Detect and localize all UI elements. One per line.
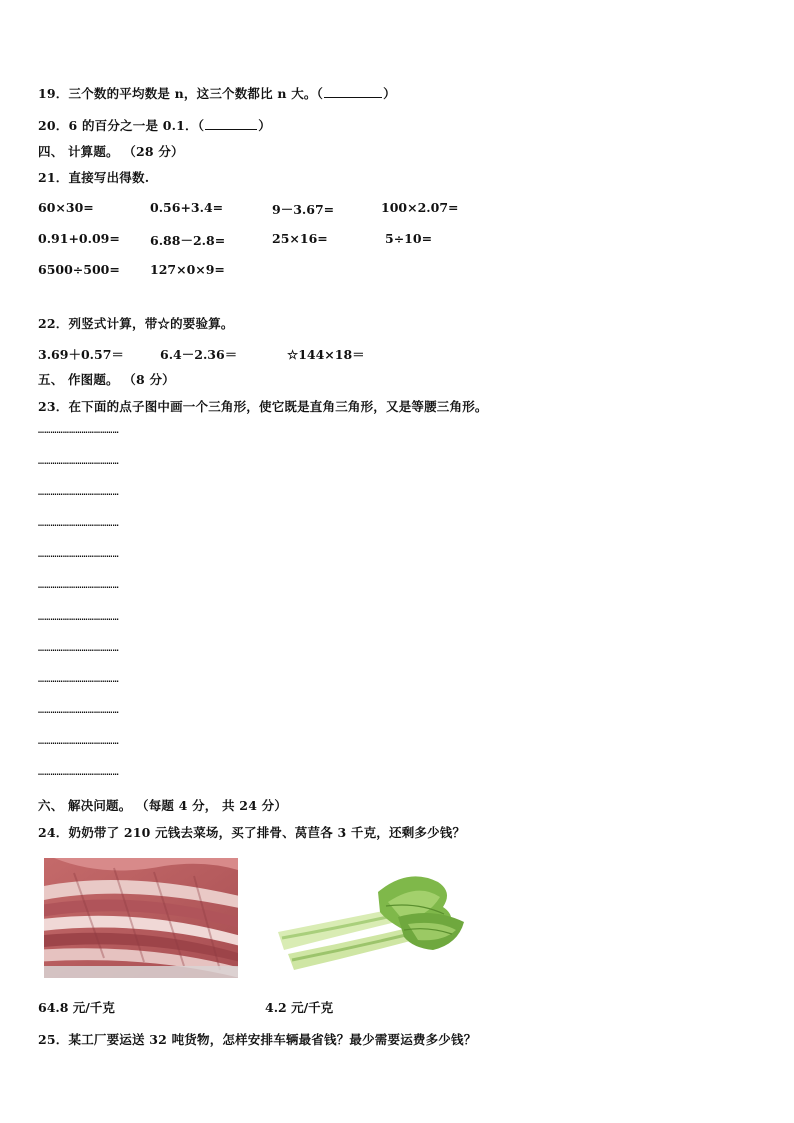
vertical-calc-item: 3.69＋0.57＝ — [38, 347, 124, 362]
dot-grid-row: ………………………………… — [38, 487, 119, 498]
dot-grid-row: ………………………………… — [38, 580, 119, 591]
dot-grid-row: ………………………………… — [38, 643, 119, 654]
vertical-calc-item-verify: ☆144×18＝ — [287, 347, 365, 362]
dot-grid-row: ………………………………… — [38, 518, 119, 529]
section-6-heading: 六、 解决问题。 （每题 4 分， 共 24 分） — [38, 798, 288, 813]
calc-item: 100×2.07= — [381, 200, 459, 215]
calc-item: 127×0×9= — [150, 262, 225, 277]
question-24-text: 24．奶奶带了 210 元钱去菜场，买了排骨、莴苣各 3 千克，还剩多少钱？ — [38, 825, 466, 840]
section-5-heading: 五、 作图题。 （8 分） — [38, 372, 175, 387]
dot-grid-row: ………………………………… — [38, 456, 119, 467]
section-4-heading: 四、 计算题。 （28 分） — [38, 144, 184, 159]
lettuce-image — [268, 862, 468, 980]
question-19-close: ） — [383, 86, 396, 101]
question-23-title: 23．在下面的点子图中画一个三角形，使它既是直角三角形，又是等腰三角形。 — [38, 399, 488, 414]
question-20 — [38, 116, 271, 134]
question-19 — [38, 84, 396, 102]
dot-grid-row: ………………………………… — [38, 767, 119, 778]
answer-blank-20[interactable] — [205, 117, 257, 130]
answer-blank-19[interactable] — [324, 85, 382, 98]
question-19-text: 19．三个数的平均数是 n，这三个数都比 n 大。（ — [38, 86, 324, 101]
dot-grid-row: ………………………………… — [38, 612, 119, 623]
dot-grid-row: ………………………………… — [38, 736, 119, 747]
question-21-title: 21．直接写出得数. — [38, 170, 150, 185]
calc-item: 60×30= — [38, 200, 94, 215]
vertical-calc-item: 6.4－2.36＝ — [160, 347, 238, 362]
ribs-image — [44, 858, 238, 978]
calc-item: 5÷10= — [385, 231, 433, 246]
dot-grid-row: ………………………………… — [38, 425, 119, 436]
calc-item: 6.88－2.8= — [150, 233, 226, 248]
ribs-price: 64.8 元/千克 — [38, 1000, 115, 1015]
question-25-text: 25．某工厂要运送 32 吨货物，怎样安排车辆最省钱？最少需要运费多少钱？ — [38, 1032, 477, 1047]
calc-item: 0.91+0.09= — [38, 231, 120, 246]
calc-item: 25×16= — [272, 231, 328, 246]
dot-grid-row: ………………………………… — [38, 549, 119, 560]
calc-item: 0.56+3.4= — [150, 200, 224, 215]
dot-grid-row: ………………………………… — [38, 705, 119, 716]
calc-item: 9－3.67= — [272, 202, 335, 217]
dot-grid-row: ………………………………… — [38, 674, 119, 685]
question-20-close: ） — [258, 118, 271, 133]
question-22-title: 22．列竖式计算，带☆的要验算。 — [38, 316, 234, 331]
question-20-text: 20．6 的百分之一是 0.1．（ — [38, 118, 205, 133]
lettuce-price: 4.2 元/千克 — [265, 1000, 334, 1015]
calc-item: 6500÷500= — [38, 262, 120, 277]
